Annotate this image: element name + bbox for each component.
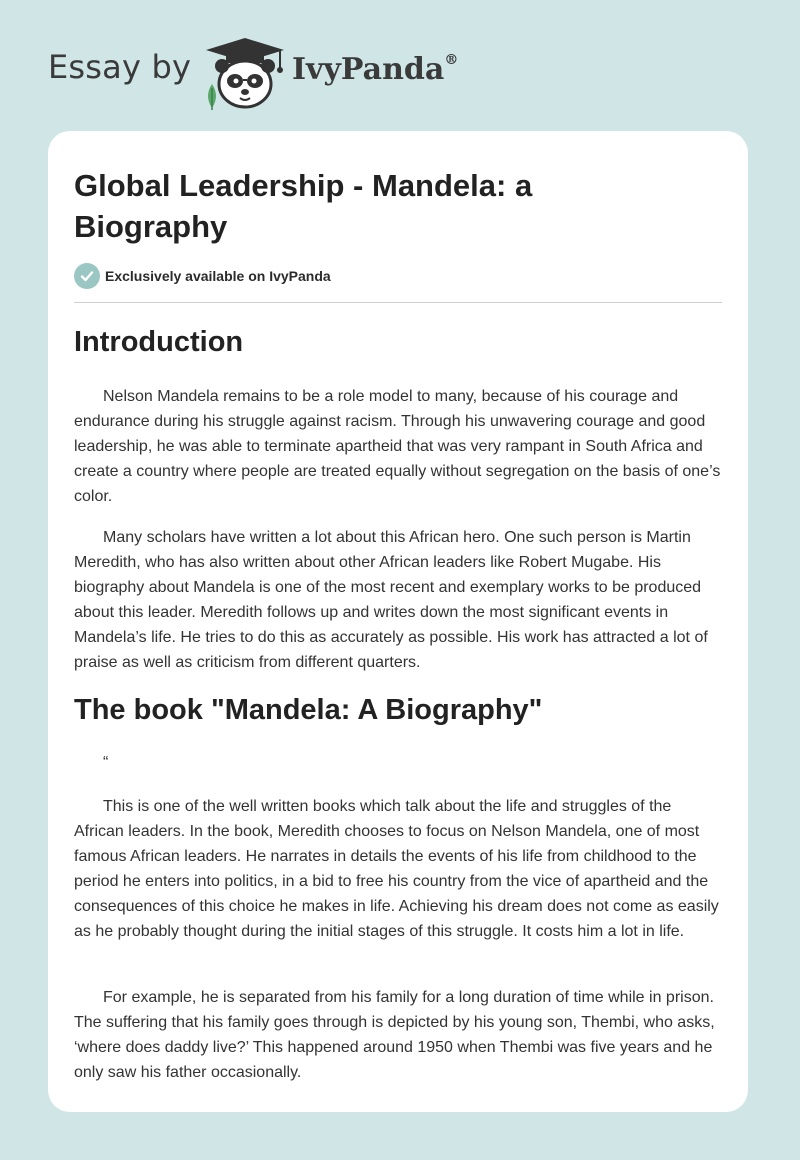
paragraph: For example, he is separated from his family for a long duration of time while in prison. The suffering that his family goes through is depicted by his young son, Thembi, who asks, ‘where does daddy live?’ This happened around 1950 when Thembi was five years and he only saw his father occasionally.: [74, 989, 715, 1081]
essay-card: [48, 131, 748, 1112]
paragraph: Many scholars have written a lot about this African hero. One such person is Martin Meredith, who has also written about other African leaders like Robert Mugabe. His biography about Mandela is one of the most recent and exemplary works to be produced about this leader. Meredith follows up and writes down the most significant events in Mandela’s life. He tries to do this as accurately as possible. His work has attracted a lot of praise as well as criticism from different quarters.: [74, 529, 708, 671]
essay-by-label: Essay by: [48, 48, 192, 86]
exclusive-badge: [74, 263, 331, 289]
paragraph: This is one of the well written books which talk about the life and struggles of the African leaders. In the book, Meredith chooses to focus on Nelson Mandela, one of most famous African leaders. He narrates in details the events of his life from childhood to the period he enters into politics, in a bid to free his country from the vice of apartheid and the consequences of this choice he makes in life. Achieving his dream does not come as easily as he probably thought during the initial stages of this struggle. It costs him a lot in life.: [74, 798, 719, 940]
paragraph: Nelson Mandela remains to be a role model to many, because of his courage and endurance during his struggle against racism. Through his unwavering courage and good leadership, he was able to terminate apartheid that was very rampant in South Africa and create a country where people are treated equally without segregation on the basis of one’s color.: [74, 388, 721, 505]
panda-logo-icon[interactable]: [200, 36, 290, 112]
check-circle-icon: [74, 263, 100, 289]
registered-mark: ®: [444, 52, 459, 68]
title-divider: [74, 302, 722, 303]
brand-text: IvyPanda: [292, 52, 445, 87]
quote-mark: “: [103, 754, 109, 771]
section-heading-introduction: Introduction: [74, 326, 244, 358]
page-title: Global Leadership - Mandela: a Biography: [74, 168, 533, 244]
exclusive-label: Exclusively available on IvyPanda: [105, 268, 331, 284]
brand-name[interactable]: [292, 52, 458, 87]
site-header: [0, 0, 800, 130]
section-heading-book: The book "Mandela: A Biography": [74, 694, 543, 726]
